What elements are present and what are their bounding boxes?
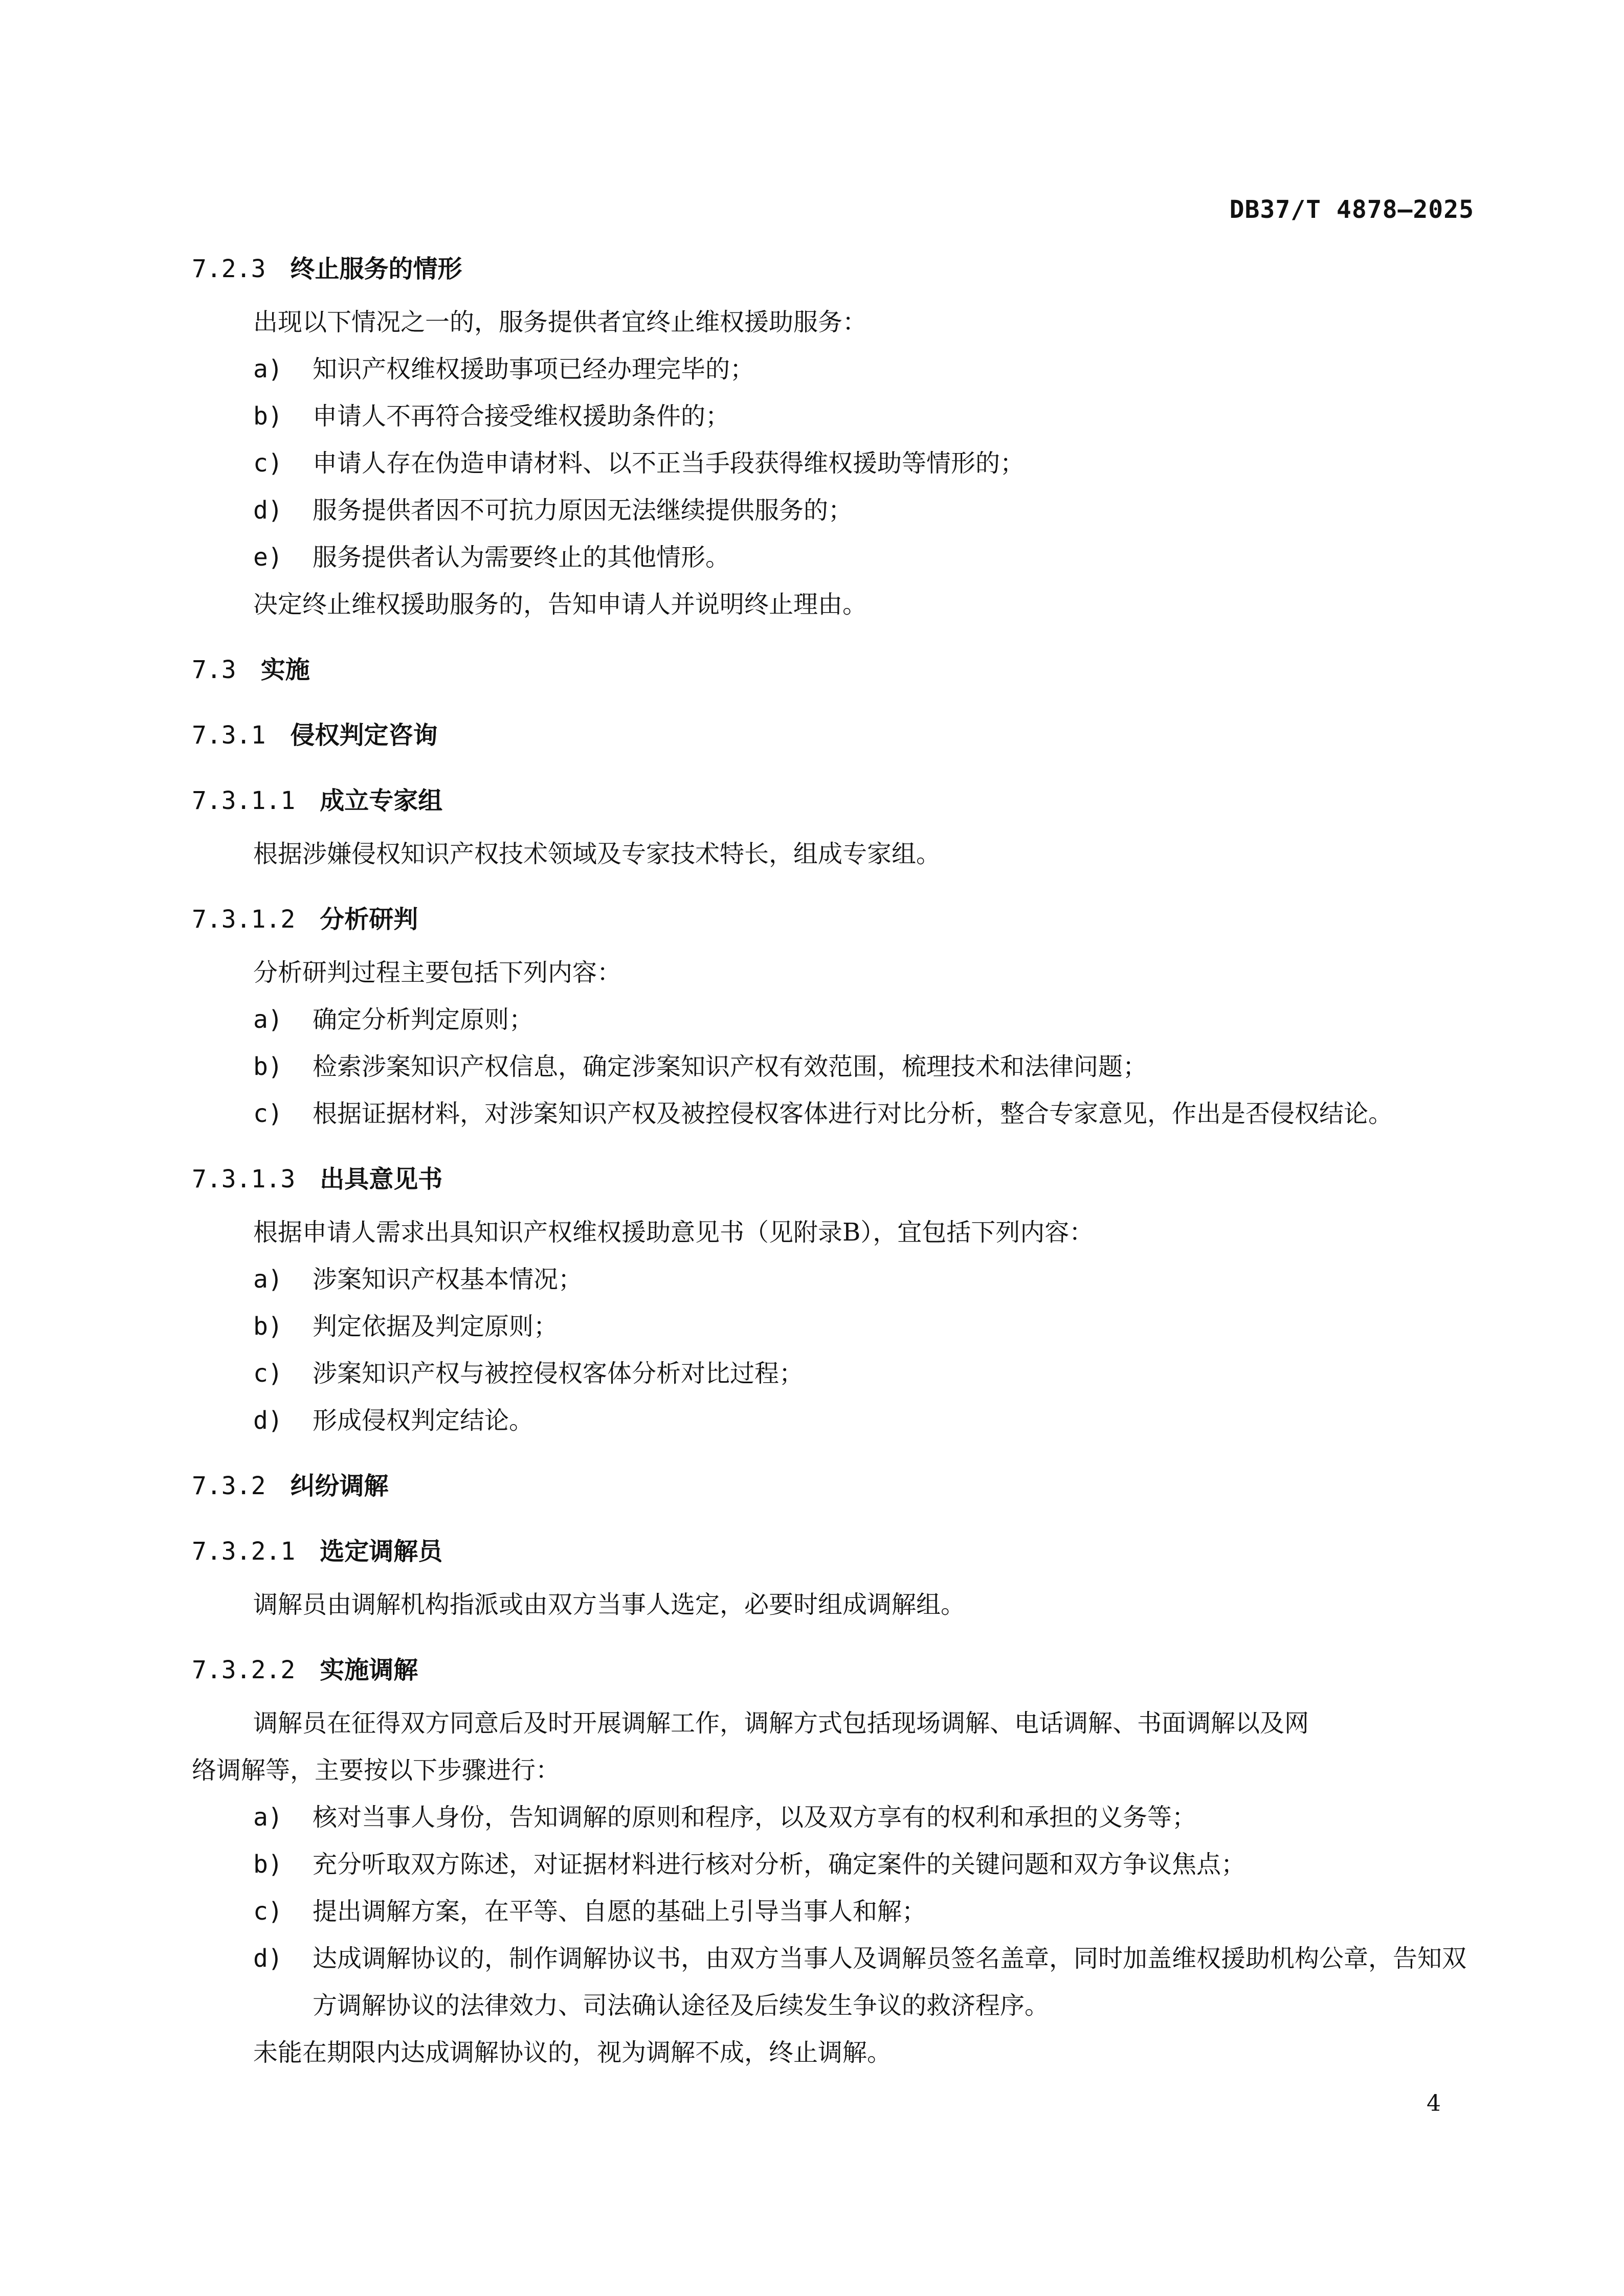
list-item-text: 服务提供者因不可抗力原因无法继续提供服务的；	[313, 496, 853, 525]
section-content	[192, 1209, 1474, 1444]
list-item-marker: a)	[253, 1005, 283, 1034]
list-item	[192, 1350, 1474, 1397]
section-heading	[192, 1462, 1474, 1510]
list-item-marker: b)	[253, 1312, 283, 1341]
section-heading	[192, 646, 1474, 693]
section-number: 7.3.2.1	[192, 1537, 296, 1566]
section-number: 7.3.1	[192, 721, 266, 750]
list-item	[192, 996, 1474, 1043]
list-item-marker: b)	[253, 402, 283, 431]
section-title: 终止服务的情形	[290, 255, 462, 283]
section-heading	[192, 1156, 1474, 1203]
section-number: 7.2.3	[192, 255, 266, 283]
list-item	[192, 1888, 1474, 1935]
list-item-marker: e)	[253, 543, 283, 572]
list-item-text: 根据证据材料，对涉案知识产权及被控侵权客体进行对比分析，整合专家意见，作出是否侵权结论。	[313, 1099, 1393, 1128]
list-item-marker: a)	[253, 1803, 283, 1832]
page-number: 4	[1427, 2090, 1441, 2117]
standard-code-header: DB37/T 4878—2025	[1229, 195, 1474, 224]
section-number: 7.3.2.2	[192, 1656, 296, 1684]
section-heading	[192, 896, 1474, 943]
list-item	[192, 487, 1474, 534]
list-item-marker: a)	[253, 1265, 283, 1294]
section-heading	[192, 712, 1474, 759]
list-item-marker: d)	[253, 1406, 283, 1435]
list-item	[192, 1841, 1474, 1888]
section-content	[192, 299, 1474, 628]
list-item-marker: d)	[253, 496, 283, 525]
list-item-marker: c)	[253, 1099, 283, 1128]
list-item	[192, 1256, 1474, 1303]
list-item-marker: b)	[253, 1850, 283, 1879]
list-item-text: 服务提供者认为需要终止的其他情形。	[313, 543, 730, 572]
list-item-marker: c)	[253, 449, 283, 478]
list-item-text: 涉案知识产权与被控侵权客体分析对比过程；	[313, 1359, 804, 1388]
list-item	[192, 1090, 1474, 1137]
section-title: 出具意见书	[320, 1165, 443, 1194]
list-item	[192, 1303, 1474, 1350]
list-item-marker: a)	[253, 355, 283, 384]
paragraph: 出现以下情况之一的，服务提供者宜终止维权援助服务：	[253, 308, 867, 336]
section-title: 实施	[260, 656, 310, 684]
section-number: 7.3	[192, 656, 236, 684]
section-content	[192, 830, 1474, 877]
section-number: 7.3.1.1	[192, 786, 296, 815]
section-heading	[192, 777, 1474, 824]
list-item	[192, 393, 1474, 440]
section-content	[192, 1700, 1474, 2076]
list-item	[192, 1935, 1474, 2029]
list-item	[192, 440, 1474, 487]
list-item-text: 充分听取双方陈述，对证据材料进行核对分析，确定案件的关键问题和双方争议焦点；	[313, 1850, 1246, 1879]
section-title: 选定调解员	[320, 1537, 443, 1566]
list-item-text: 提出调解方案，在平等、自愿的基础上引导当事人和解；	[313, 1897, 927, 1926]
section-title: 成立专家组	[320, 786, 443, 815]
section-number: 7.3.1.3	[192, 1165, 296, 1194]
paragraph: 根据涉嫌侵权知识产权技术领域及专家技术特长，组成专家组。	[253, 840, 941, 868]
list-item-text: 申请人不再符合接受维权援助条件的；	[313, 402, 730, 431]
section-heading	[192, 245, 1474, 292]
paragraph: 决定终止维权援助服务的，告知申请人并说明终止理由。	[253, 590, 867, 619]
list-item-text: 检索涉案知识产权信息，确定涉案知识产权有效范围，梳理技术和法律问题；	[313, 1052, 1148, 1081]
section-number: 7.3.2	[192, 1472, 266, 1500]
section-title: 侵权判定咨询	[290, 721, 438, 750]
section-title: 分析研判	[320, 905, 418, 934]
section-heading	[192, 1528, 1474, 1575]
list-item	[192, 1397, 1474, 1444]
paragraph: 未能在期限内达成调解协议的，视为调解不成，终止调解。	[253, 2038, 892, 2067]
list-item	[192, 534, 1474, 581]
document-body	[192, 245, 1474, 2076]
list-item-text: 申请人存在伪造申请材料、以不正当手段获得维权援助等情形的；	[313, 449, 1025, 478]
list-item-marker: d)	[253, 1944, 283, 1973]
list-item	[192, 346, 1474, 393]
section-content	[192, 1581, 1474, 1628]
paragraph: 根据申请人需求出具知识产权维权援助意见书（见附录B），宜包括下列内容：	[253, 1218, 1094, 1247]
list-item-marker: c)	[253, 1897, 283, 1926]
list-item-marker: b)	[253, 1052, 283, 1081]
section-title: 实施调解	[320, 1656, 418, 1684]
list-item	[192, 1043, 1474, 1090]
paragraph: 调解员由调解机构指派或由双方当事人选定，必要时组成调解组。	[253, 1590, 966, 1619]
list-item	[192, 1794, 1474, 1841]
list-item-text: 判定依据及判定原则；	[313, 1312, 559, 1341]
paragraph-continuation: 络调解等，主要按以下步骤进行：	[192, 1756, 561, 1785]
section-content	[192, 949, 1474, 1137]
list-item-text: 核对当事人身份，告知调解的原则和程序，以及双方享有的权利和承担的义务等；	[313, 1803, 1197, 1832]
list-item-text: 确定分析判定原则；	[313, 1005, 534, 1034]
paragraph: 调解员在征得双方同意后及时开展调解工作，调解方式包括现场调解、电话调解、书面调解以及网	[253, 1709, 1309, 1738]
list-item-marker: c)	[253, 1359, 283, 1388]
section-number: 7.3.1.2	[192, 905, 296, 934]
section-title: 纠纷调解	[290, 1472, 389, 1500]
paragraph: 分析研判过程主要包括下列内容：	[253, 958, 622, 987]
section-heading	[192, 1647, 1474, 1694]
list-item-text: 知识产权维权援助事项已经办理完毕的；	[313, 355, 755, 384]
list-item-text: 达成调解协议的，制作调解协议书，由双方当事人及调解员签名盖章，同时加盖维权援助机构公章，告知双方调解协议的法律效力、司法确认途径及后续发生争议的救济程序。	[313, 1944, 1467, 2020]
list-item-text: 涉案知识产权基本情况；	[313, 1265, 583, 1294]
list-item-text: 形成侵权判定结论。	[313, 1406, 534, 1435]
